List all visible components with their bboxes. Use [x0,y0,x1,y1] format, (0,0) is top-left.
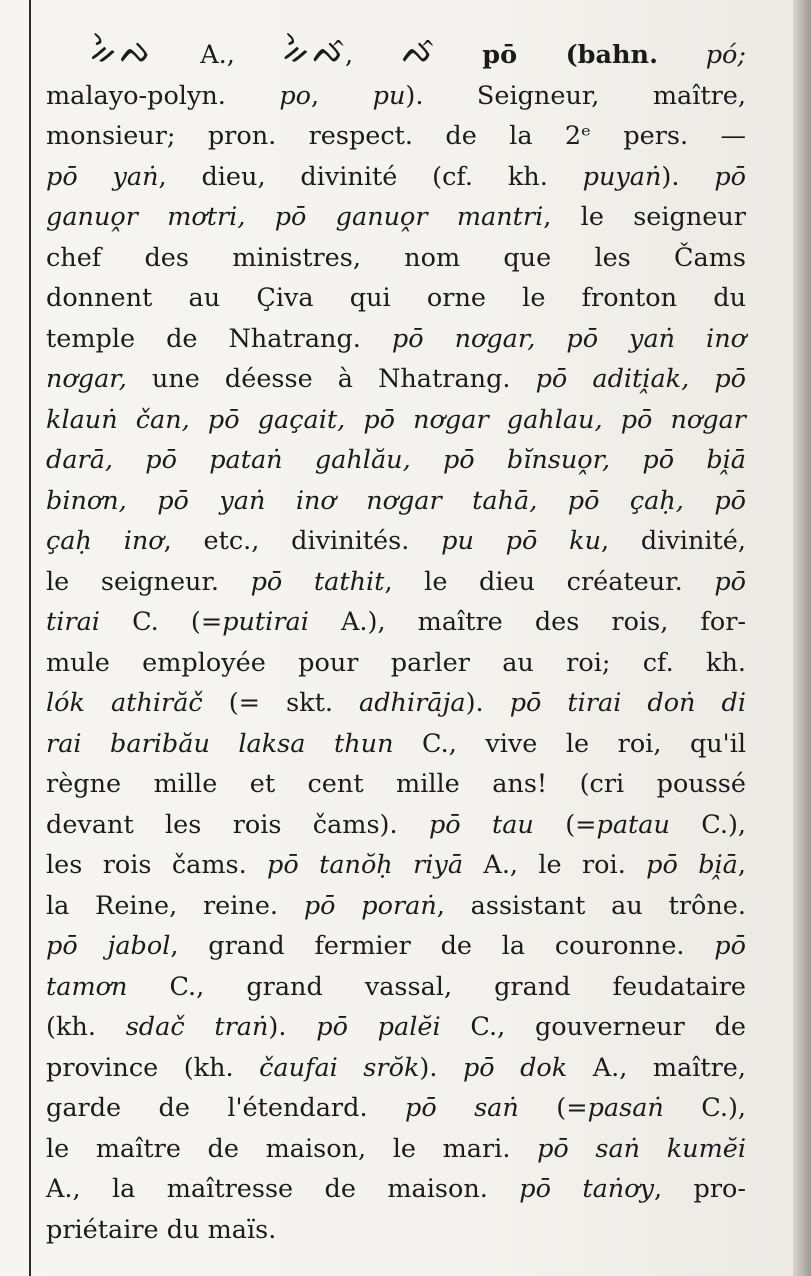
entry-line-4: pō yaṅ, dieu, divinité (cf. kh. puyaṅ). pō [46,161,746,192]
entry-line-18: rai baribău laksa thun C., vive le roi, qu'il [46,728,747,759]
entry-line-9: nơgar, une déesse à Nhatrang. pō aditi̭ak, pō [46,364,746,394]
entry-line-15: tirai C. (=putirai A.), maître des rois, for- [46,607,747,637]
cham-headword-3: ᨄ̂ [400,32,435,72]
entry-line-24: tamơn C., grand vassal, grand feudataire [46,971,746,1002]
entry-line-12: binơn, pō yaṅ inơ nơgar tahā, pō çaḥ, pō [46,485,746,516]
entry-line-19: règne mille et cent mille ans! (cri poussé [46,769,746,799]
entry-line-13: çaḥ inơ, etc., divinités. pu pō ku, divinité, [46,526,746,556]
entry-line-16: mule employée pour parler au roi; cf. kh. [46,647,746,678]
page-margin-rule [29,0,31,1276]
dictionary-entry [46,32,746,1250]
entry-line-30: priétaire du maïs. [46,1214,277,1245]
entry-line-5: ganuo̭r mơtri, pō ganuo̭r mantri, le seigneur [46,202,746,232]
entry-line-11: darā, pō pataṅ gahlău, pō bĭnsuo̭r, pō bi̭ā [46,445,746,475]
entry-line-23: pō jabol, grand fermier de la couronne. pō [46,931,746,961]
cham-headword-1: ᨀᨛᨄ [90,32,153,72]
entry-line-8: temple de Nhatrang. pō nơgar, pō yaṅ inơ [46,323,746,354]
entry-line-10: klauṅ čan, pō gaçait, pō nơgar gahlau, pō nơgar [46,404,746,435]
entry-line-25: (kh. sdač traṅ). pō palĕi C., gouverneur de [46,1012,747,1042]
entry-line-26: province (kh. čaufai srŏk). pō dok A., maître, [46,1052,746,1083]
entry-line-6: chef des ministres, nom que les Čams [46,242,746,273]
entry-line-7: donnent au Çiva qui orne le fronton du [46,283,746,313]
entry-line-14: le seigneur. pō tathit, le dieu créateur. pō [46,566,747,597]
entry-line-1: ᨀᨛᨄ A., ᨀᨛᨄ̂, ᨄ̂ pō (bahn. pó; [90,32,746,72]
entry-line-17: lók athirăč (= skt. adhirāja). pō tirai doṅ di [46,688,746,718]
entry-line-21: les rois čams. pō tanŏḥ riyā A., le roi. pō bi̭ā, [46,850,746,880]
entry-line-22: la Reine, reine. pō poraṅ, assistant au trône. [46,890,746,921]
cham-headword-2: ᨀᨛᨄ̂ [282,32,346,72]
entry-line-28: le maître de maison, le mari. pō saṅ kumĕi [46,1133,746,1164]
entry-line-2: malayo-polyn. po, pu). Seigneur, maître, [46,80,746,111]
entry-line-27: garde de l'étendard. pō saṅ (=pasaṅ C.), [46,1093,747,1123]
entry-line-3: monsieur; pron. respect. de la 2ᵉ pers. — [46,121,746,151]
entry-line-29: A., la maîtresse de maison. pō taṅơy, pro- [46,1174,746,1204]
page-edge-shadow [793,0,811,1276]
entry-line-20: devant les rois čams). pō tau (=patau C.), [46,809,747,840]
